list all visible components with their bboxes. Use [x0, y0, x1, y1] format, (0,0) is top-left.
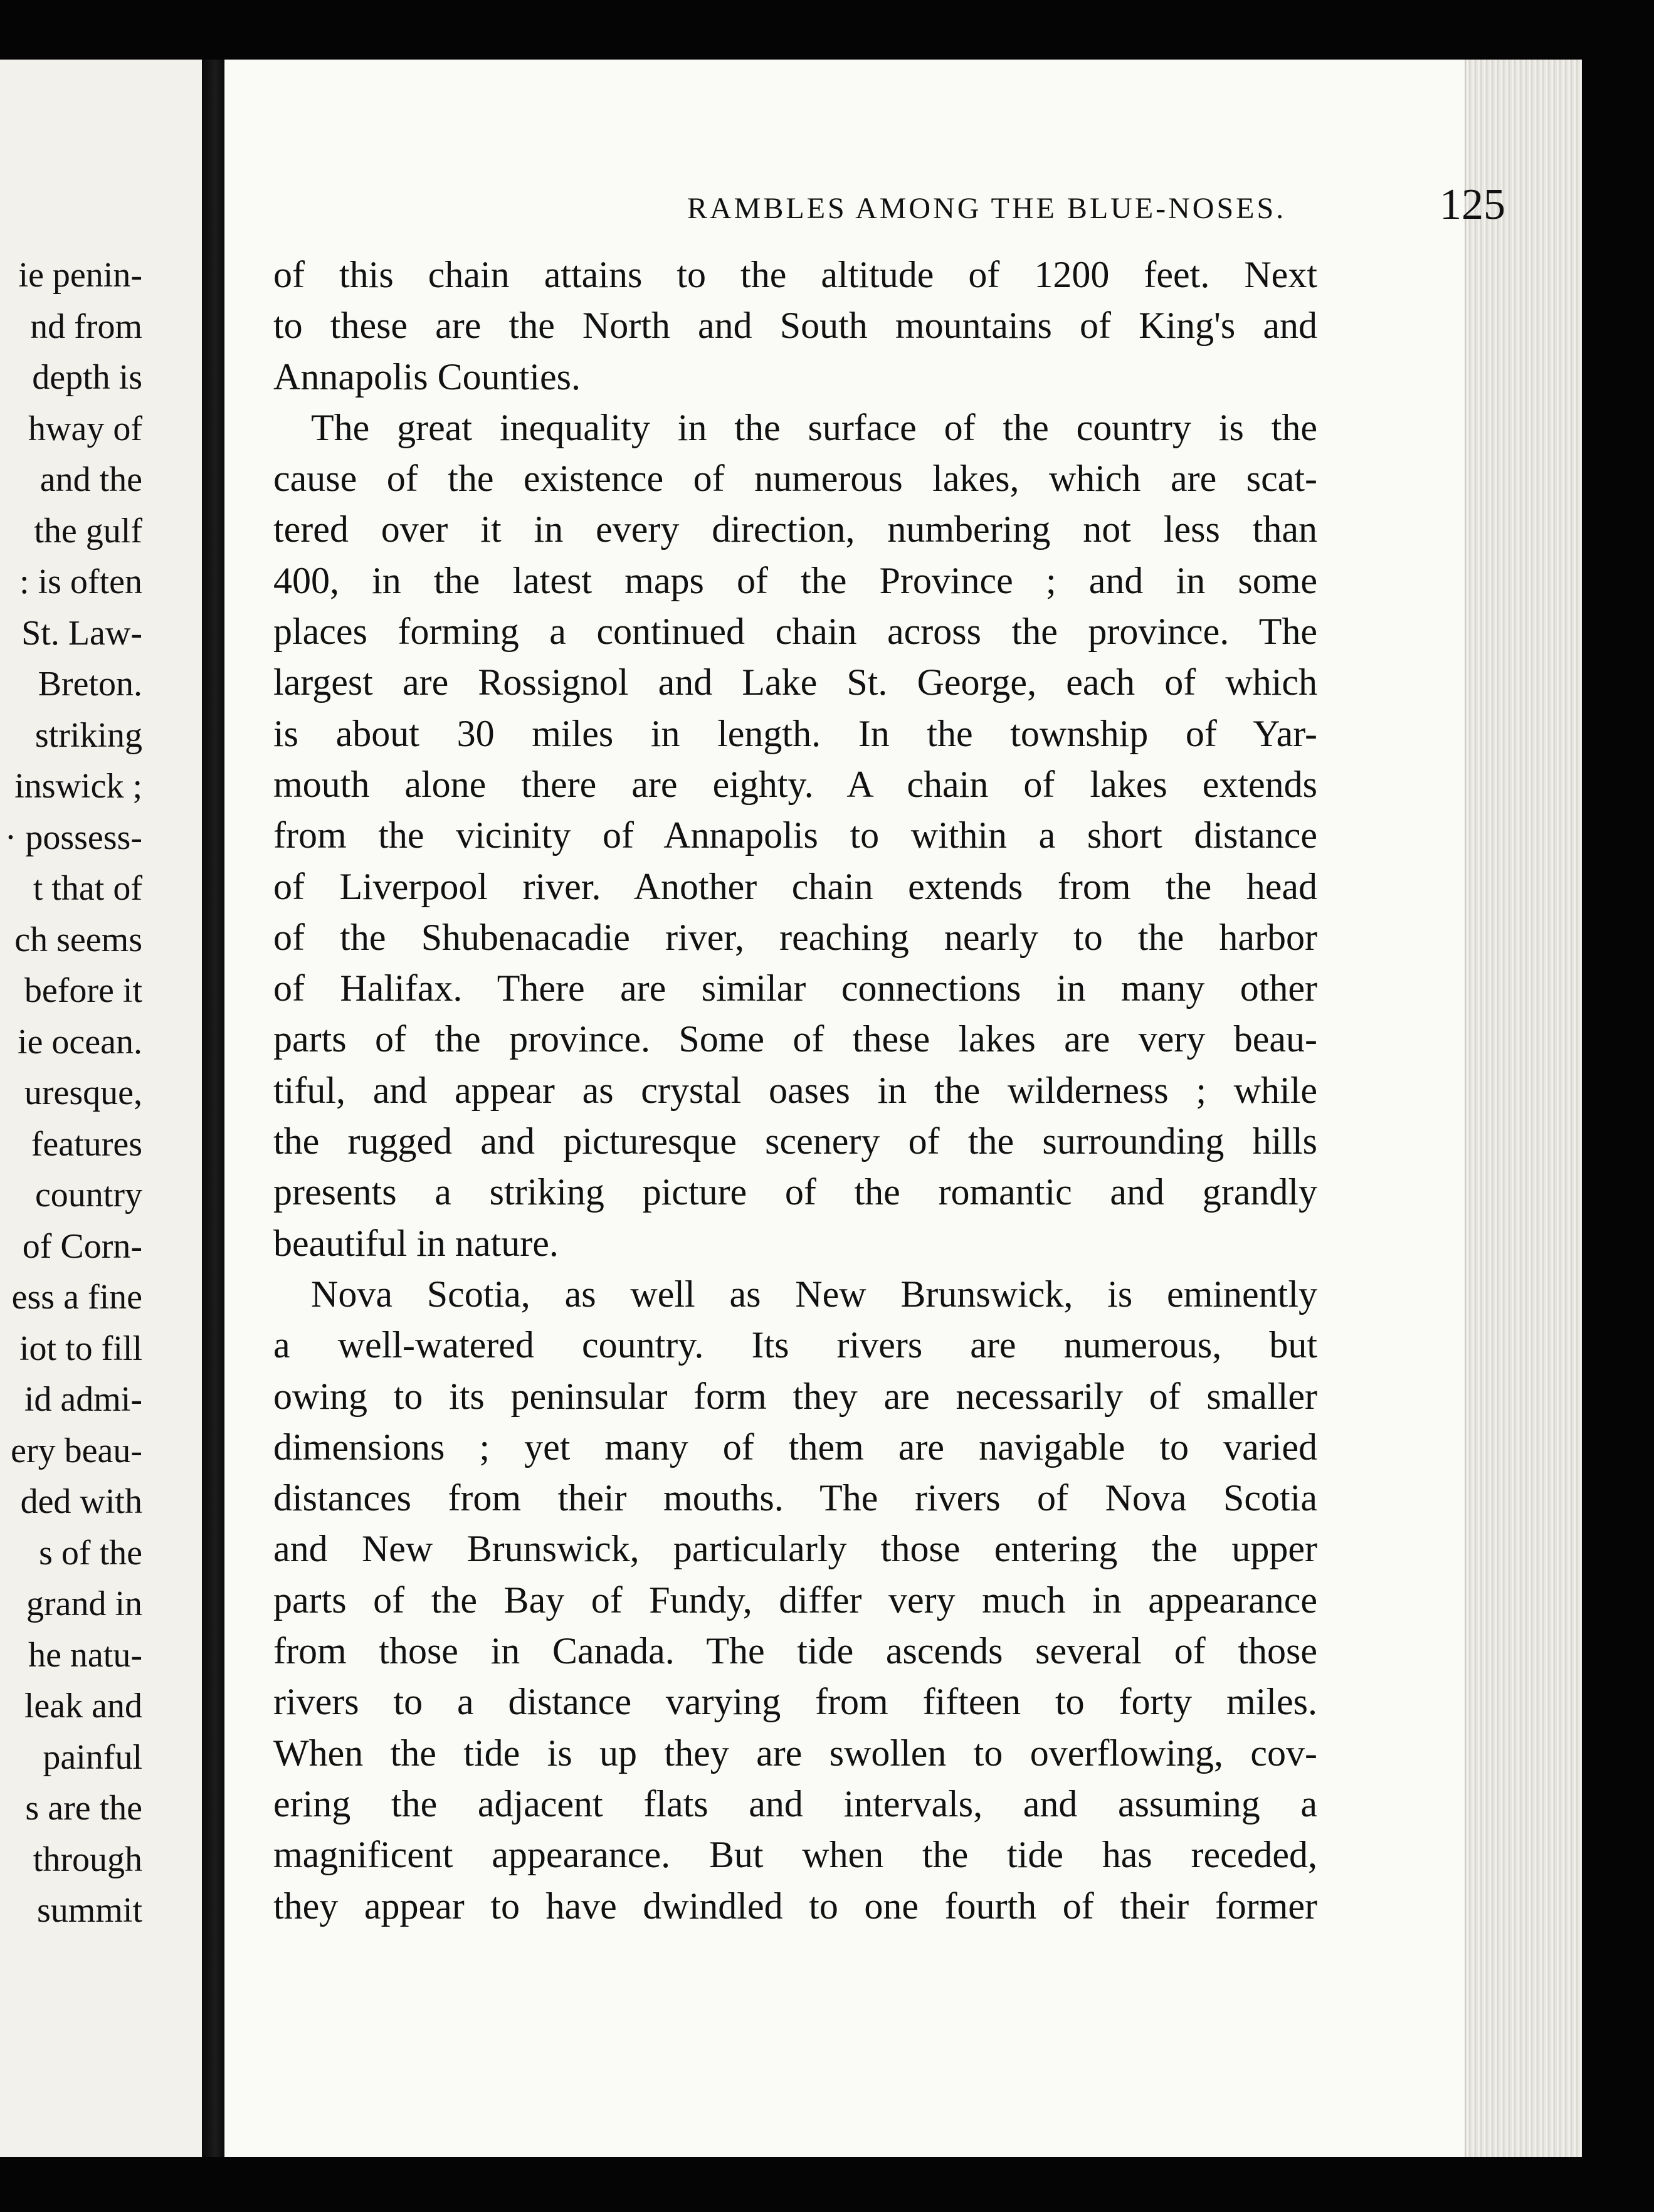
text-line: owing to its peninsular form they are necessarily of smaller: [273, 1375, 1317, 1417]
text-line: of Liverpool river. Another chain extends from the head: [273, 865, 1317, 907]
left-line: of Corn-: [22, 1226, 142, 1266]
text-line: from those in Canada. The tide ascends several of those: [273, 1630, 1317, 1672]
page-edges: [1465, 60, 1582, 2157]
left-line: country: [34, 1176, 142, 1214]
text-line: they appear to have dwindled to one fourth of their former: [273, 1885, 1317, 1927]
left-line: features: [31, 1124, 142, 1164]
text-line: Nova Scotia, as well as New Brunswick, is eminently: [311, 1273, 1317, 1315]
text-line: tiful, and appear as crystal oases in the wilderness ; while: [273, 1069, 1317, 1111]
text-line: of the Shubenacadie river, reaching nearly to the harbor: [273, 916, 1317, 958]
text-line: the rugged and picturesque scenery of the surrounding hills: [273, 1120, 1317, 1162]
left-line: ie ocean.: [18, 1022, 142, 1061]
left-line: hway of: [28, 409, 142, 448]
left-line: ess a fine: [11, 1278, 142, 1317]
left-line: ie penin-: [18, 256, 142, 295]
left-line: uresque,: [24, 1073, 142, 1112]
left-line: ch seems: [14, 920, 142, 959]
left-page-text: [0, 250, 142, 1937]
left-line: nd from: [30, 307, 142, 346]
text-line: of Halifax. There are similar connections in many other: [273, 967, 1317, 1009]
left-line: grand in: [26, 1584, 142, 1623]
text-line: rivers to a distance varying from fifteen to forty miles.: [273, 1681, 1317, 1723]
text-line: places forming a continued chain across the province. The: [273, 611, 1317, 653]
left-line: id admi-: [24, 1380, 142, 1419]
text-line: presents a striking picture of the romantic and grandly: [273, 1171, 1317, 1213]
text-line: parts of the Bay of Fundy, differ very much in appearance: [273, 1579, 1317, 1621]
left-line: inswick ;: [14, 767, 142, 806]
text-line: mouth alone there are eighty. A chain of lakes extends: [273, 763, 1317, 805]
text-line: cause of the existence of numerous lakes, which are scat-: [273, 458, 1317, 500]
text-line: parts of the province. Some of these lakes are very beau-: [273, 1018, 1317, 1060]
text-line: from the vicinity of Annapolis to within a short distance: [273, 814, 1317, 856]
left-line: t that of: [33, 869, 142, 908]
text-line: magnificent appearance. But when the tide has receded,: [273, 1834, 1317, 1876]
text-line: and New Brunswick, particularly those entering the upper: [273, 1528, 1317, 1570]
text-line: is about 30 miles in length. In the township of Yar-: [273, 712, 1317, 754]
text-line: ering the adjacent flats and intervals, and assuming a: [273, 1783, 1317, 1825]
left-line: · possess-: [4, 818, 142, 857]
left-line: St. Law-: [21, 613, 142, 653]
left-line: the gulf: [34, 511, 142, 550]
left-line: s of the: [39, 1533, 142, 1572]
text-line: to these are the North and South mountains of King's and: [273, 305, 1317, 347]
text-line: tered over it in every direction, numbering not less than: [273, 508, 1317, 550]
left-line: s are the: [25, 1789, 142, 1828]
left-line: ded with: [20, 1482, 142, 1521]
book-gutter: [202, 60, 224, 2157]
left-line: summit: [36, 1891, 142, 1930]
left-page-fragment: [0, 60, 202, 2157]
body-text: [273, 250, 1317, 1932]
right-page: [224, 60, 1582, 2157]
left-line: through: [33, 1840, 142, 1879]
page-header: [461, 174, 1505, 230]
left-line: striking: [34, 715, 142, 755]
left-line: and the: [40, 460, 142, 499]
text-line: of this chain attains to the altitude of 1200 feet. Next: [273, 254, 1317, 295]
text-line: Annapolis Counties.: [273, 356, 581, 398]
running-head: RAMBLES AMONG THE BLUE-NOSES.: [687, 192, 1287, 225]
left-line: before it: [24, 971, 142, 1010]
text-line: beautiful in nature.: [273, 1222, 559, 1264]
text-line: When the tide is up they are swollen to overflowing, cov-: [273, 1732, 1317, 1774]
left-line: ery beau-: [11, 1431, 142, 1470]
left-line: : is often: [19, 562, 142, 601]
text-line: dimensions ; yet many of them are navigable to varied: [273, 1426, 1317, 1468]
text-line: distances from their mouths. The rivers of Nova Scotia: [273, 1477, 1317, 1519]
text-line: 400, in the latest maps of the Province ; and in some: [273, 559, 1317, 601]
text-line: largest are Rossignol and Lake St. George, each of which: [273, 661, 1317, 703]
page-number: 125: [1440, 181, 1505, 229]
text-line: a well-watered country. Its rivers are numerous, but: [273, 1324, 1317, 1366]
left-line: Breton.: [38, 665, 142, 703]
left-line: depth is: [32, 358, 142, 397]
left-line: iot to fill: [19, 1329, 142, 1368]
left-line: he natu-: [28, 1635, 142, 1675]
text-line: The great inequality in the surface of the country is the: [311, 406, 1317, 448]
left-line: painful: [43, 1737, 142, 1777]
left-line: leak and: [24, 1687, 142, 1725]
